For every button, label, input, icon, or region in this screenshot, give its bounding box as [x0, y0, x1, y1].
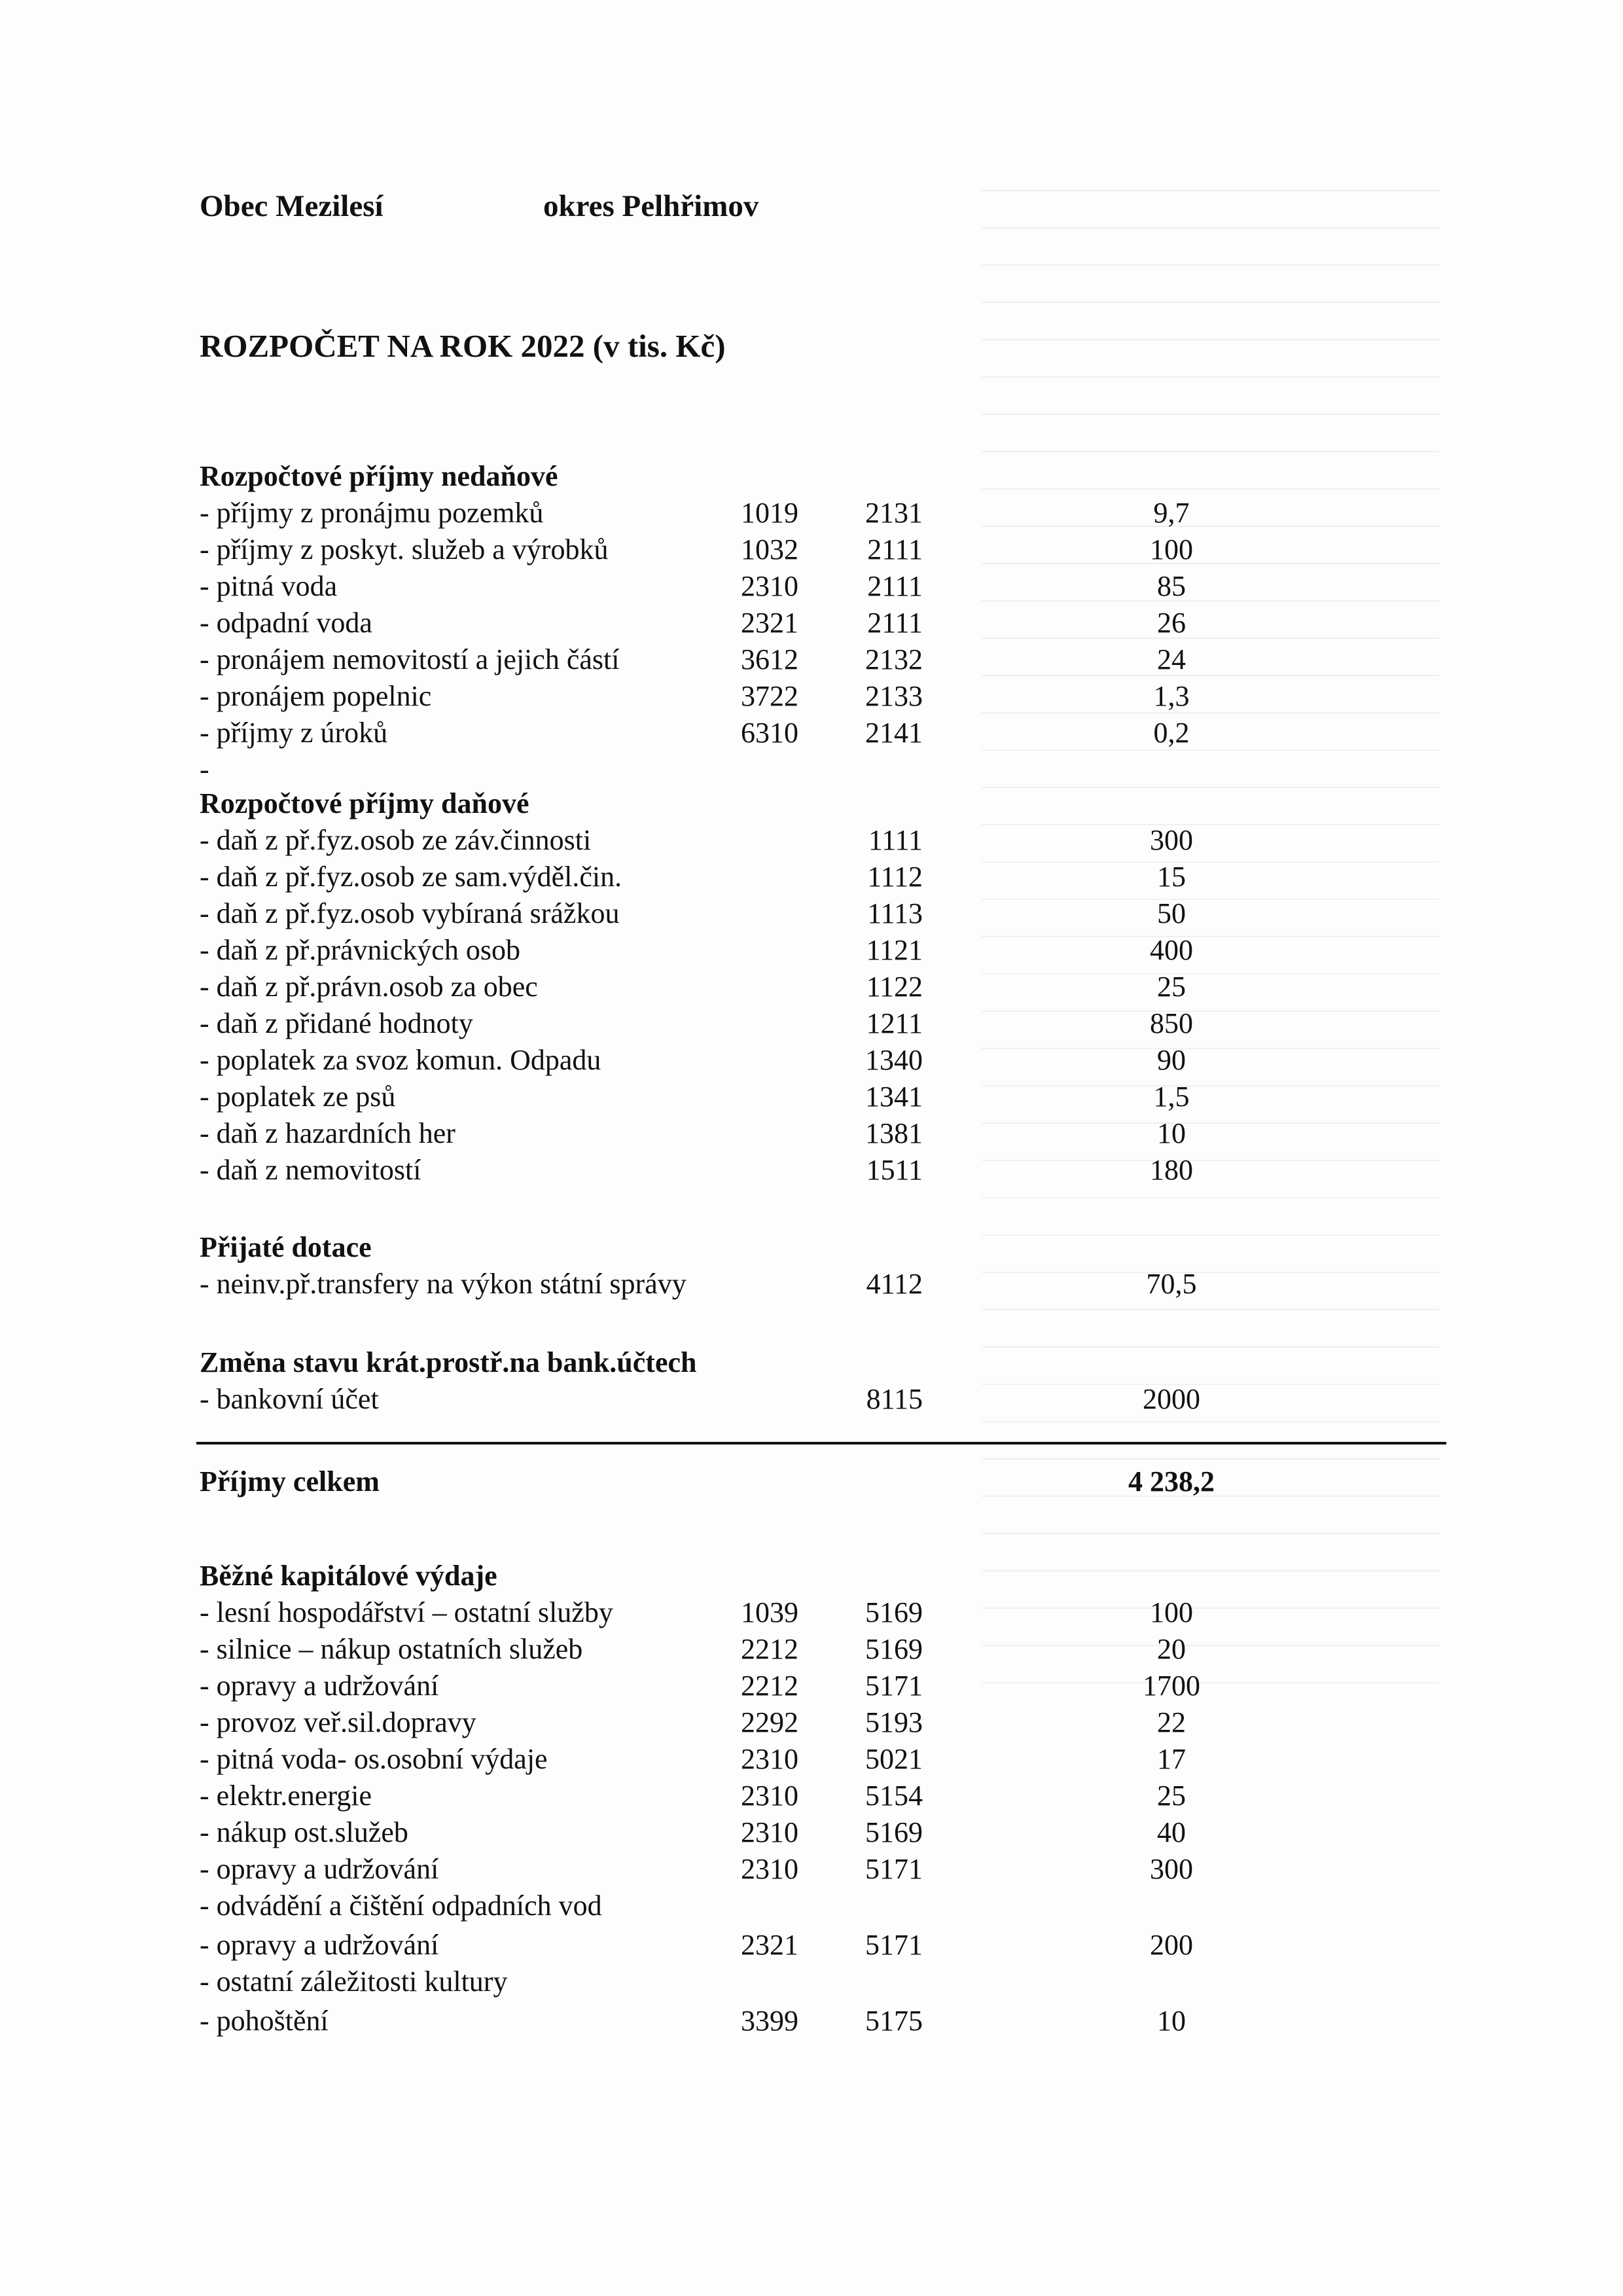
row-amount: 25 — [1157, 1780, 1186, 1812]
row-amount: 24 — [1157, 643, 1186, 675]
row-amount: 17 — [1157, 1743, 1186, 1775]
row-label: - daň z př.právn.osob za obec — [200, 971, 538, 1003]
budget-row — [0, 1851, 1623, 1888]
section-heading: Rozpočtové příjmy nedaňové — [200, 460, 558, 492]
row-amount: 10 — [1157, 1117, 1186, 1149]
row-label: - ostatní záležitosti kultury — [200, 1965, 508, 1998]
budget-row — [0, 822, 1623, 859]
paragraph-code: 1032 — [741, 533, 798, 565]
row-amount: 9,7 — [1153, 497, 1190, 529]
item-code: 2111 — [867, 533, 923, 565]
row-amount: 25 — [1157, 971, 1186, 1003]
row-label: - pronájem popelnic — [200, 680, 432, 712]
paragraph-code: 2321 — [741, 1929, 798, 1961]
row-amount: 70,5 — [1146, 1268, 1197, 1300]
total-label: Příjmy celkem — [200, 1465, 380, 1498]
paragraph-code: 2310 — [741, 1853, 798, 1885]
item-code: 5169 — [865, 1816, 923, 1848]
section-heading-row — [0, 1344, 1623, 1381]
budget-row — [0, 1042, 1623, 1079]
item-code: 1111 — [868, 824, 923, 856]
row-amount: 85 — [1157, 570, 1186, 602]
budget-row — [0, 1381, 1623, 1418]
row-label: - odvádění a čištění odpadních vod — [200, 1890, 602, 1922]
budget-row — [0, 1005, 1623, 1042]
budget-row — [0, 1814, 1623, 1851]
row-label: - poplatek ze psů — [200, 1081, 396, 1113]
paragraph-code: 2310 — [741, 570, 798, 602]
document-header — [200, 188, 759, 224]
paragraph-code: 6310 — [741, 717, 798, 749]
item-code: 2133 — [865, 680, 923, 712]
row-label: - daň z nemovitostí — [200, 1154, 421, 1186]
row-label: - daň z hazardních her — [200, 1117, 455, 1149]
item-code: 8115 — [866, 1383, 923, 1415]
budget-row — [0, 932, 1623, 969]
row-label: - opravy a udržování — [200, 1853, 439, 1885]
row-amount: 40 — [1157, 1816, 1186, 1848]
row-label: - příjmy z poskyt. služeb a výrobků — [200, 533, 609, 565]
paragraph-code: 3722 — [741, 680, 798, 712]
item-code: 5171 — [865, 1929, 923, 1961]
row-label: - opravy a udržování — [200, 1670, 439, 1702]
row-amount: 200 — [1150, 1929, 1193, 1961]
budget-row — [0, 1704, 1623, 1741]
item-code: 2141 — [865, 717, 923, 749]
row-label: - daň z přidané hodnoty — [200, 1007, 473, 1039]
item-code: 1112 — [867, 861, 923, 893]
budget-row — [0, 1079, 1623, 1115]
budget-row — [0, 641, 1623, 678]
section-heading-row — [0, 785, 1623, 822]
row-label: - nákup ost.služeb — [200, 1816, 408, 1848]
paragraph-code: 3612 — [741, 643, 798, 675]
item-code: 2111 — [867, 607, 923, 639]
budget-row — [0, 1927, 1623, 1964]
row-amount: 850 — [1150, 1007, 1193, 1039]
section-heading: Běžné kapitálové výdaje — [200, 1560, 497, 1592]
budget-row — [0, 531, 1623, 568]
row-label: - bankovní účet — [200, 1383, 379, 1415]
budget-row — [0, 1741, 1623, 1778]
row-label: - pitná voda- os.osobní výdaje — [200, 1743, 548, 1775]
row-amount: 100 — [1150, 1596, 1193, 1628]
paragraph-code: 1039 — [741, 1596, 798, 1628]
row-amount: 0,2 — [1153, 717, 1190, 749]
paragraph-code: 3399 — [741, 2005, 798, 2037]
row-amount: 180 — [1150, 1154, 1193, 1186]
budget-row — [0, 495, 1623, 531]
section-heading-row — [0, 458, 1623, 495]
section-heading-row — [0, 1229, 1623, 1266]
item-code: 5193 — [865, 1706, 923, 1738]
row-amount: 400 — [1150, 934, 1193, 966]
paragraph-code: 2321 — [741, 607, 798, 639]
item-code: 5169 — [865, 1596, 923, 1628]
row-amount: 300 — [1150, 1853, 1193, 1885]
row-amount: 90 — [1157, 1044, 1186, 1076]
item-code: 1381 — [865, 1117, 923, 1149]
item-code: 1113 — [867, 897, 923, 929]
item-code: 1122 — [866, 971, 923, 1003]
budget-row — [0, 895, 1623, 932]
row-amount: 15 — [1157, 861, 1186, 893]
row-amount: 300 — [1150, 824, 1193, 856]
section-heading: Změna stavu krát.prostř.na bank.účtech — [200, 1346, 697, 1378]
paragraph-code: 2310 — [741, 1816, 798, 1848]
budget-row — [0, 1266, 1623, 1302]
budget-row — [0, 2003, 1623, 2039]
row-label: - příjmy z pronájmu pozemků — [200, 497, 544, 529]
budget-row — [0, 969, 1623, 1005]
row-amount: 1700 — [1143, 1670, 1200, 1702]
section-heading: Rozpočtové příjmy daňové — [200, 787, 529, 819]
item-code: 4112 — [866, 1268, 923, 1300]
row-label: - pohoštění — [200, 2005, 329, 2037]
row-label: - příjmy z úroků — [200, 717, 388, 749]
row-label: - provoz veř.sil.dopravy — [200, 1706, 476, 1738]
row-label: - elektr.energie — [200, 1780, 372, 1812]
row-amount: 26 — [1157, 607, 1186, 639]
paragraph-code: 2310 — [741, 1780, 798, 1812]
item-code: 5154 — [865, 1780, 923, 1812]
item-code: 1511 — [866, 1154, 923, 1186]
item-code: 5021 — [865, 1743, 923, 1775]
budget-row — [0, 1964, 1623, 2000]
item-code: 2132 — [865, 643, 923, 675]
item-code: 2111 — [867, 570, 923, 602]
row-amount: 1,5 — [1153, 1081, 1190, 1113]
row-label: - lesní hospodářství – ostatní služby — [200, 1596, 613, 1628]
district-name: okres Pelhřimov — [543, 189, 759, 223]
row-amount: 2000 — [1143, 1383, 1200, 1415]
total-row — [0, 1463, 1623, 1500]
row-label: - silnice – nákup ostatních služeb — [200, 1633, 583, 1665]
row-label: - opravy a udržování — [200, 1929, 439, 1961]
budget-row — [0, 605, 1623, 641]
budget-row — [0, 1668, 1623, 1704]
budget-row — [0, 1631, 1623, 1668]
budget-row — [0, 1115, 1623, 1152]
paragraph-code: 2310 — [741, 1743, 798, 1775]
budget-row — [0, 1888, 1623, 1924]
budget-row — [0, 751, 1623, 788]
row-label: - daň z př.fyz.osob ze sam.výděl.čin. — [200, 861, 622, 893]
row-label: - — [200, 753, 209, 785]
row-label: - daň z př.právnických osob — [200, 934, 520, 966]
paragraph-code: 1019 — [741, 497, 798, 529]
budget-row — [0, 715, 1623, 751]
row-label: - pitná voda — [200, 570, 338, 602]
row-label: - poplatek za svoz komun. Odpadu — [200, 1044, 601, 1076]
section-heading-row — [0, 1558, 1623, 1594]
row-label: - daň z př.fyz.osob ze záv.činnosti — [200, 824, 592, 856]
total-divider-line — [196, 1442, 1446, 1444]
row-amount: 1,3 — [1153, 680, 1190, 712]
row-amount: 20 — [1157, 1633, 1186, 1665]
budget-row — [0, 859, 1623, 895]
item-code: 1211 — [866, 1007, 923, 1039]
item-code: 5171 — [865, 1670, 923, 1702]
row-label: - pronájem nemovitostí a jejich částí — [200, 643, 620, 675]
item-code: 5169 — [865, 1633, 923, 1665]
budget-row — [0, 568, 1623, 605]
item-code: 1341 — [865, 1081, 923, 1113]
row-label: - odpadní voda — [200, 607, 372, 639]
paragraph-code: 2212 — [741, 1633, 798, 1665]
total-amount: 4 238,2 — [1128, 1465, 1215, 1498]
budget-row — [0, 1778, 1623, 1814]
item-code: 5171 — [865, 1853, 923, 1885]
item-code: 1340 — [865, 1044, 923, 1076]
item-code: 2131 — [865, 497, 923, 529]
row-amount: 22 — [1157, 1706, 1186, 1738]
paragraph-code: 2212 — [741, 1670, 798, 1702]
row-label: - daň z př.fyz.osob vybíraná srážkou — [200, 897, 620, 929]
village-name: Obec Mezilesí — [200, 189, 383, 223]
row-amount: 100 — [1150, 533, 1193, 565]
row-amount: 50 — [1157, 897, 1186, 929]
budget-row — [0, 678, 1623, 715]
budget-row — [0, 1152, 1623, 1189]
row-label: - neinv.př.transfery na výkon státní správy — [200, 1268, 687, 1300]
paragraph-code: 2292 — [741, 1706, 798, 1738]
budget-title: ROZPOČET NA ROK 2022 (v tis. Kč) — [200, 328, 726, 364]
budget-row — [0, 1594, 1623, 1631]
item-code: 5175 — [865, 2005, 923, 2037]
row-amount: 10 — [1157, 2005, 1186, 2037]
section-heading: Přijaté dotace — [200, 1231, 372, 1263]
item-code: 1121 — [866, 934, 923, 966]
